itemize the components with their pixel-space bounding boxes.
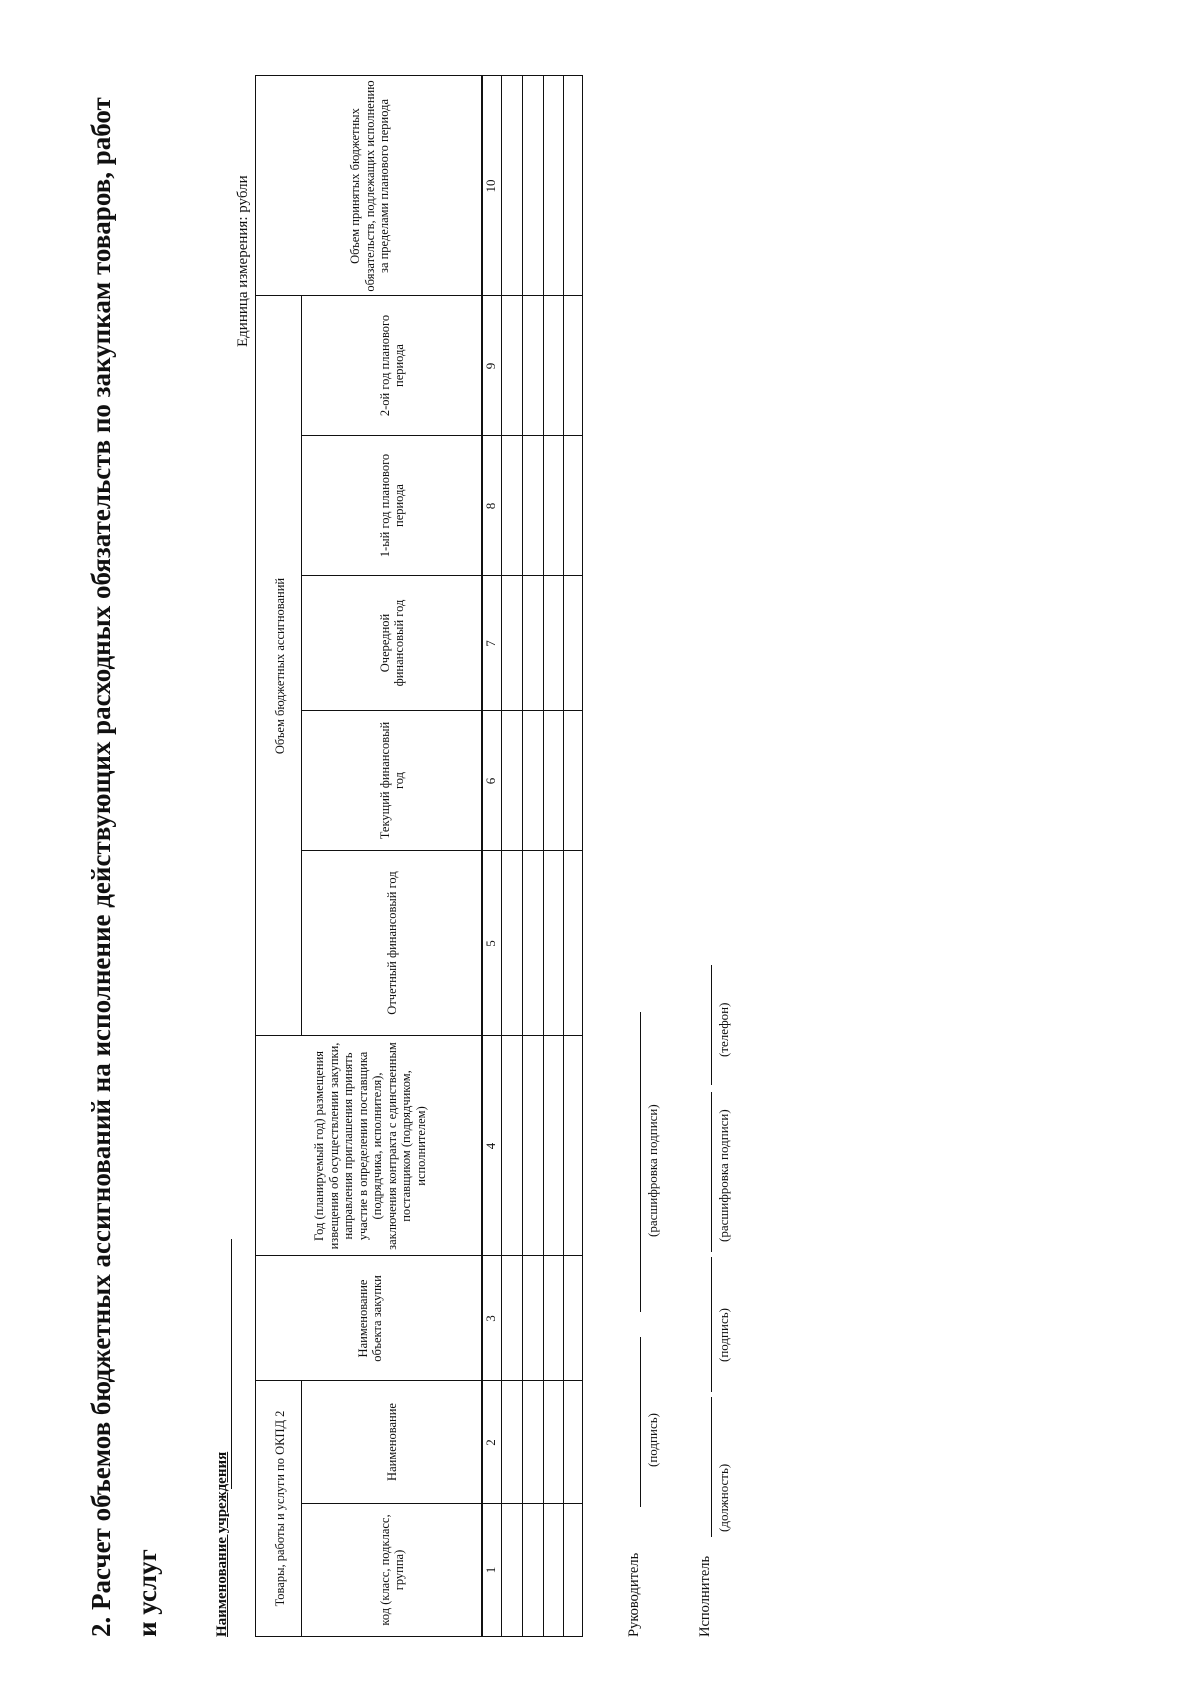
budget-table xyxy=(255,75,583,1637)
header-volume-group: Объем бюджетных ассигнований xyxy=(272,577,287,755)
institution-name-field[interactable] xyxy=(231,1239,232,1489)
head-signature-line[interactable] xyxy=(640,1337,641,1507)
column-number: 9 xyxy=(483,362,499,370)
executor-signature-line[interactable] xyxy=(711,1257,712,1392)
head-label: Руководитель xyxy=(626,1552,642,1637)
executor-phone-line[interactable] xyxy=(711,965,712,1085)
unit-of-measure: Единица измерения: рубли xyxy=(235,175,251,347)
header-code: код (класс, подкласс, группа) xyxy=(377,1514,406,1626)
header-accepted-obligations: Объем принятых бюджетных обязательств, подлежащих исполнению за пределами планового периода xyxy=(348,80,392,292)
column-number: 2 xyxy=(483,1439,499,1446)
column-number: 5 xyxy=(483,940,499,947)
executor-position-caption: (должность) xyxy=(716,1463,731,1532)
head-decode-caption: (расшифровка подписи) xyxy=(645,1104,660,1237)
header-object: Наименование объекта закупки xyxy=(355,1275,384,1362)
column-number: 10 xyxy=(483,179,499,193)
executor-position-line[interactable] xyxy=(711,1397,712,1537)
executor-decode-caption: (расшифровка подписи) xyxy=(716,1109,731,1242)
header-next-year: Очередной финансовый год xyxy=(377,599,406,687)
column-number: 4 xyxy=(483,1142,499,1150)
header-year: Год (планируемый год) размещения извещения об осуществлении закупки, направления приглашения принять участие в определении поставщика (подрядчика, исполнителя), заключения контракта с единственным поставщиком (подрядчиком, исполнителем) xyxy=(312,1042,428,1250)
header-plan-year-1: 1-ый год планового периода xyxy=(377,453,406,558)
header-name: Наименование xyxy=(384,1403,399,1481)
document-title: 2. Расчет объемов бюджетных ассигнований на исполнение действующих расходных обязательств по закупкам товаров, работ и услуг xyxy=(86,97,162,1637)
header-current-year: Текущий финансовый год xyxy=(377,721,406,840)
header-goods-group: Товары, работы и услуги по ОКПД 2 xyxy=(272,1410,287,1607)
column-number: 1 xyxy=(483,1566,499,1574)
column-number: 8 xyxy=(483,502,499,510)
header-plan-year-2: 2-ой год планового периода xyxy=(377,314,406,417)
executor-signature-caption: (подпись) xyxy=(716,1308,731,1362)
executor-decode-line[interactable] xyxy=(711,1092,712,1252)
column-number: 6 xyxy=(483,777,499,785)
head-signature-caption: (подпись) xyxy=(645,1413,660,1467)
executor-phone-caption: (телефон) xyxy=(716,1002,731,1057)
head-decode-line[interactable] xyxy=(640,1012,641,1312)
column-number: 7 xyxy=(483,640,499,647)
institution-label: Наименование учреждения xyxy=(214,1451,230,1637)
column-number: 3 xyxy=(483,1315,499,1322)
executor-label: Исполнитель xyxy=(697,1555,713,1637)
header-report-year: Отчетный финансовый год xyxy=(384,871,399,1015)
